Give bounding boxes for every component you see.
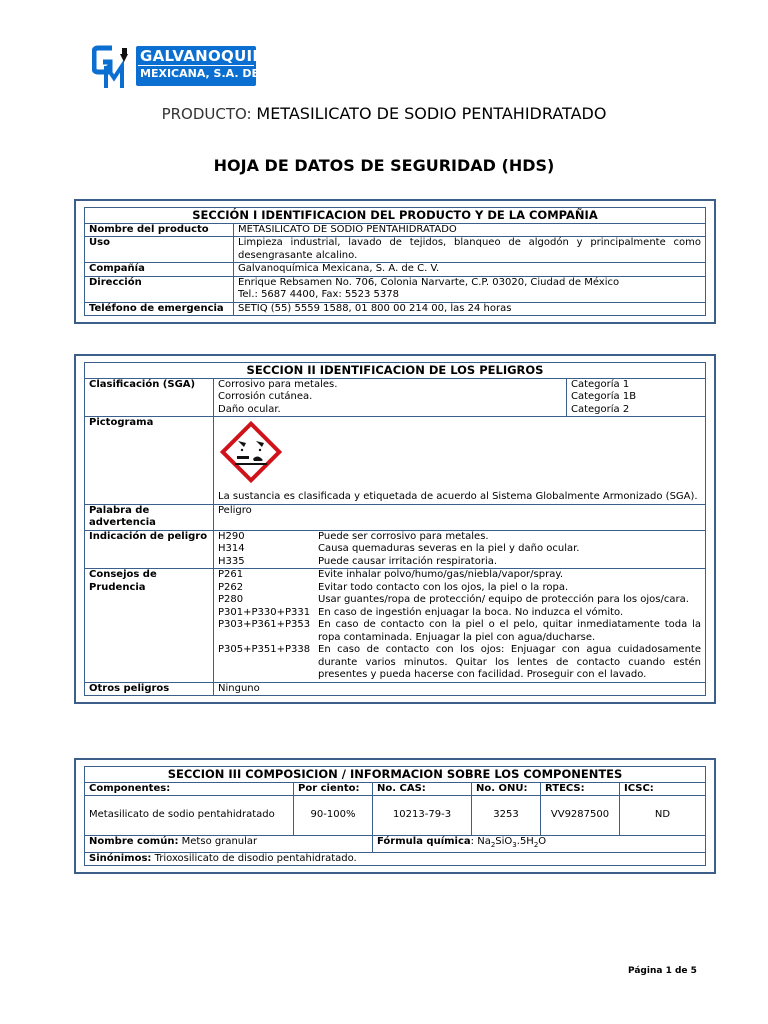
synonyms-label: Sinónimos: xyxy=(89,852,152,864)
column-header: Componentes: xyxy=(85,782,294,796)
precaution-text: Evite inhalar polvo/humo/gas/niebla/vapor/spray. xyxy=(318,569,564,580)
row-label: Compañía xyxy=(85,263,234,277)
formula-value: $Na_2SiO_3.5H_2O$ xyxy=(477,836,547,849)
list-item xyxy=(218,531,701,544)
list-item: Categoría 1B xyxy=(571,391,637,402)
list-item xyxy=(218,594,701,607)
row-label: Otros peligros xyxy=(85,682,214,696)
common-name-value: Metso granular xyxy=(181,836,258,847)
synonyms-value: Trioxosilicato de disodio pentahidratado. xyxy=(154,852,357,864)
section-3-table xyxy=(84,766,706,866)
precaution-text: Usar guantes/ropa de protección/ equipo de protección para los ojos/cara. xyxy=(318,594,689,605)
row-label: Palabra de advertencia xyxy=(85,504,214,530)
hazard-text: Puede causar irritación respiratoria. xyxy=(318,555,498,567)
list-item: Daño ocular. xyxy=(218,403,281,415)
precaution-text: En caso de contacto con la piel o el pelo, quitar inmediatamente toda la ropa contaminada. Enjuagar la piel con agua/ducharse. xyxy=(318,619,701,643)
pictogram-cell xyxy=(214,417,706,505)
precaution-code: P280 xyxy=(218,594,244,605)
hazard-statements xyxy=(214,530,706,569)
section-3-title: SECCION III COMPOSICION / INFORMACION SOBRE LOS COMPONENTES xyxy=(85,767,706,783)
company-logo xyxy=(92,44,297,92)
row-value: Peligro xyxy=(214,504,706,530)
row-label: Indicación de peligro xyxy=(85,530,214,569)
table-header-row xyxy=(85,782,706,796)
phone-line: Tel.: 5687 4400, Fax: 5523 5378 xyxy=(238,289,400,300)
column-header: No. CAS: xyxy=(373,782,472,796)
section-1-table xyxy=(84,207,706,316)
precaution-code: P305+P351+P338 xyxy=(218,644,311,655)
table-row xyxy=(85,276,706,302)
row-value: Galvanoquímica Mexicana, S. A. de C. V. xyxy=(234,263,706,277)
precaution-code: P261 xyxy=(218,569,244,580)
product-heading xyxy=(0,104,768,123)
list-item xyxy=(218,556,701,569)
precaution-code: P301+P330+P331 xyxy=(218,606,311,618)
list-item xyxy=(218,569,701,582)
row-value: SETIQ (55) 5559 1588, 01 800 00 214 00, las 24 horas xyxy=(234,302,706,316)
column-header: Por ciento: xyxy=(294,782,373,796)
list-item xyxy=(218,582,701,595)
precautionary-statements xyxy=(214,569,706,683)
row-value: Ninguno xyxy=(214,682,706,696)
row-label: Teléfono de emergencia xyxy=(85,302,234,316)
column-header: No. ONU: xyxy=(472,782,541,796)
precaution-code: P303+P361+P353 xyxy=(218,619,311,630)
precaution-code: P262 xyxy=(218,581,244,593)
formula-label: Fórmula química xyxy=(377,836,471,847)
component-icsc: ND xyxy=(620,796,706,836)
list-item xyxy=(218,543,701,556)
column-header: ICSC: xyxy=(620,782,706,796)
component-onu: 3253 xyxy=(472,796,541,836)
row-value xyxy=(234,276,706,302)
list-item xyxy=(218,619,701,644)
table-row xyxy=(85,852,706,866)
gm-monogram-icon xyxy=(92,44,136,92)
document-title: HOJA DE DATOS DE SEGURIDAD (HDS) xyxy=(213,156,555,175)
column-header: RTECS: xyxy=(541,782,620,796)
list-item: Categoría 1 xyxy=(571,378,630,390)
table-row xyxy=(85,796,706,836)
row-value: Limpieza industrial, lavado de tejidos, blanqueo de algodón y principalmente como desengrasante alcalino. xyxy=(234,237,706,263)
table-row xyxy=(85,302,706,316)
row-label: Consejos de Prudencia xyxy=(85,569,214,683)
component-percent: 90-100% xyxy=(294,796,373,836)
table-row xyxy=(85,263,706,277)
table-row xyxy=(85,530,706,569)
precaution-text: En caso de contacto con los ojos: Enjuagar con agua cuidadosamente durante varios minutos. Quitar los lentes de contacto cuando estén presentes y pueda hacerse con facilidad. Proseguir con el lavado. xyxy=(318,644,701,680)
list-item: Categoría 2 xyxy=(571,403,630,415)
component-name: Metasilicato de sodio pentahidratado xyxy=(85,796,294,836)
section-1-title: SECCIÓN I IDENTIFICACION DEL PRODUCTO Y DE LA COMPAÑIA xyxy=(85,208,706,224)
hazard-code: H314 xyxy=(218,543,245,554)
component-rtecs: VV9287500 xyxy=(541,796,620,836)
formula-cell: Fórmula química: $Na_2SiO_3.5H_2O$ xyxy=(373,836,706,853)
section-2 xyxy=(74,354,716,704)
table-row xyxy=(85,682,706,696)
hazard-code: H290 xyxy=(218,530,245,542)
section-2-title: SECCION II IDENTIFICACION DE LOS PELIGROS xyxy=(85,363,706,379)
table-row xyxy=(85,223,706,237)
common-name-cell xyxy=(85,836,373,853)
list-item: Corrosivo para metales. xyxy=(218,378,338,390)
synonyms-cell xyxy=(85,852,706,866)
row-label: Clasificación (SGA) xyxy=(85,378,214,417)
table-row xyxy=(85,569,706,683)
row-label: Dirección xyxy=(85,276,234,302)
table-row xyxy=(85,504,706,530)
product-name: METASILICATO DE SODIO PENTAHIDRATADO xyxy=(256,104,607,123)
classification-items xyxy=(214,378,567,417)
common-name-label: Nombre común: xyxy=(89,836,179,847)
list-item xyxy=(218,644,701,682)
precaution-text: En caso de ingestión enjuagar la boca. No induzca el vómito. xyxy=(318,606,624,618)
pictogram-note: La sustancia es clasificada y etiquetada de acuerdo al Sistema Globalmente Armonizado (SGA). xyxy=(218,491,698,502)
address-line: Enrique Rebsamen No. 706, Colonia Narvarte, C.P. 03020, Ciudad de México xyxy=(238,276,620,288)
list-item xyxy=(218,607,701,620)
classification-categories xyxy=(567,378,706,417)
row-value: METASILICATO DE SODIO PENTAHIDRATADO xyxy=(234,223,706,237)
row-label: Pictograma xyxy=(85,417,214,505)
table-row xyxy=(85,836,706,853)
logo-line2: MEXICANA, S.A. DE C.V. xyxy=(140,67,287,80)
page-number: Página 1 de 5 xyxy=(628,966,697,976)
row-label: Nombre del producto xyxy=(85,223,234,237)
logo-line1: GALVANOQUIMICA xyxy=(140,47,297,65)
section-3 xyxy=(74,758,716,874)
logo-divider xyxy=(138,65,254,66)
section-1 xyxy=(74,199,716,324)
precaution-text: Evitar todo contacto con los ojos, la piel o la ropa. xyxy=(318,581,569,593)
section-2-table xyxy=(84,362,706,696)
hazard-text: Puede ser corrosivo para metales. xyxy=(318,530,489,542)
table-row xyxy=(85,378,706,417)
product-label: PRODUCTO: xyxy=(161,105,252,123)
table-row xyxy=(85,237,706,263)
list-item: Corrosión cutánea. xyxy=(218,391,313,402)
corrosion-pictogram-icon xyxy=(220,421,282,483)
component-cas: 10213-79-3 xyxy=(373,796,472,836)
table-row xyxy=(85,417,706,505)
hazard-text: Causa quemaduras severas en la piel y daño ocular. xyxy=(318,543,580,554)
row-label: Uso xyxy=(85,237,234,263)
hazard-code: H335 xyxy=(218,555,245,567)
